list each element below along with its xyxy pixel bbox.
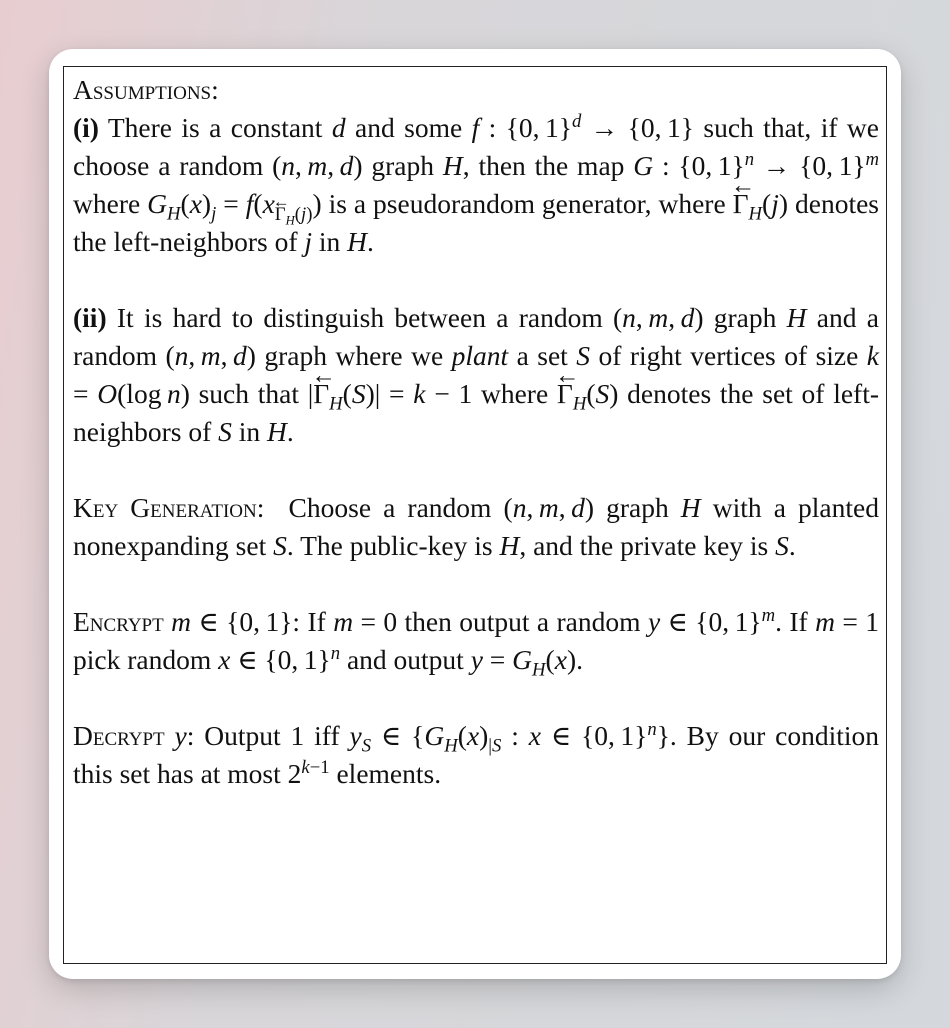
encrypt-heading: Encrypt — [73, 606, 164, 637]
algorithm-content — [73, 71, 879, 793]
assumptions-heading-text: Assumptions: — [73, 74, 219, 105]
decrypt-heading: Decrypt — [73, 720, 165, 751]
assumption-i-label: (i) — [73, 112, 99, 143]
key-generation: Key Generation: Choose a random (n, m, d) graph H with a planted nonexpanding set S. The public-key is H, and the private key is S. — [73, 492, 879, 561]
assumption-ii: (ii) It is hard to distinguish between a random (n, m, d) graph H and a random (n, m, d) graph where we plant a set S of right vertices of size k = O(log n) such that |← $\Gamma_H(S)| = k - 1$ where ← $\Gamma_H(S)$ denotes the set of left-neighbors of S in H. — [73, 299, 879, 451]
assumptions-heading — [73, 71, 879, 109]
decrypt: Decrypt y: Output 1 iff $y_S$ ∈ {$G_H(x)_{|S}$ : x ∈ {0, 1}$^n$}. By our condition this set has at most $2^{k-1}$ elements. — [73, 718, 880, 789]
key-generation-heading: Key Generation: — [73, 492, 265, 523]
encrypt: Encrypt m ∈ {0, 1}: If m = 0 then output a random y ∈ {0, 1}$^m$. If m = 1 pick random x ∈ {0, 1}$^n$ and output $y = G_H(x)$. — [73, 604, 880, 681]
assumption-i: (i) There is a constant d and some f : {0, 1}$^d$ → {0, 1} such that, if we choose a random (n, m, d) graph H, then the map G : {0, 1}$^n$ → {0, 1}$^m$ where $G_H(x)_j = f(x_{\Gamma_H(j)})$ is a pseudorandom generator, where ← $\Gamma_H(j)$ denotes the left-neighbors of j in H. — [73, 109, 879, 261]
document-card — [49, 49, 901, 979]
boxed-algorithm — [63, 66, 887, 964]
assumption-ii-label: (ii) — [73, 302, 107, 333]
